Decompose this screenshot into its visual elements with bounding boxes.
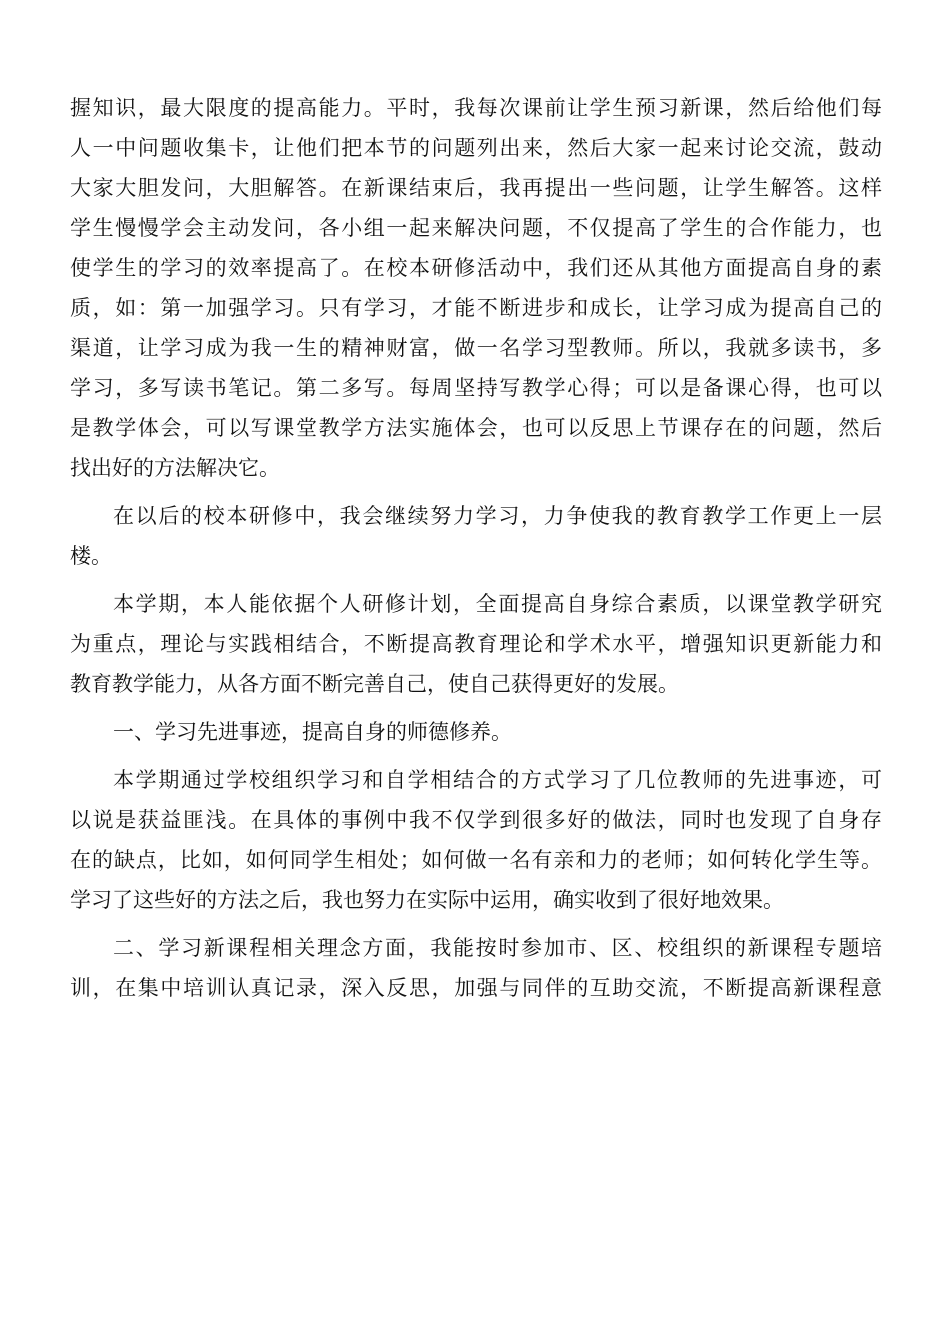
- text-line: 在的缺点，比如，如何同学生相处；如何做一名有亲和力的老师；如何转化学生等。: [70, 848, 882, 872]
- text-line: 学习了这些好的方法之后，我也努力在实际中运用，确实收到了很好地效果。: [70, 888, 784, 912]
- text-line: 训，在集中培训认真记录，深入反思，加强与同伴的互助交流，不断提高新课程意: [70, 976, 882, 1000]
- document-body: [70, 88, 882, 1008]
- paragraph: [70, 496, 882, 576]
- text-line: 本学期通过学校组织学习和自学相结合的方式学习了几位教师的先进事迹，可: [113, 768, 882, 792]
- paragraph: [70, 928, 882, 1008]
- text-line: 在以后的校本研修中，我会继续努力学习，力争使我的教育教学工作更上一层: [113, 504, 882, 528]
- paragraph: [70, 584, 882, 704]
- paragraph-gap: [70, 752, 882, 760]
- text-line: 二、学习新课程相关理念方面，我能按时参加市、区、校组织的新课程专题培: [113, 936, 882, 960]
- text-line: 楼。: [70, 544, 112, 568]
- text-line: 使学生的学习的效率提高了。在校本研修活动中，我们还从其他方面提高自身的素: [70, 256, 882, 280]
- text-line: 人一中问题收集卡，让他们把本节的问题列出来，然后大家一起来讨论交流，鼓动: [70, 136, 882, 160]
- text-line: 为重点，理论与实践相结合，不断提高教育理论和学术水平，增强知识更新能力和: [70, 632, 882, 656]
- text-line: 是教学体会，可以写课堂教学方法实施体会，也可以反思上节课存在的问题，然后: [70, 416, 882, 440]
- text-line: 教育教学能力，从各方面不断完善自己，使自己获得更好的发展。: [70, 672, 679, 696]
- paragraph-gap: [70, 920, 882, 928]
- text-line: 握知识，最大限度的提高能力。平时，我每次课前让学生预习新课，然后给他们每: [70, 96, 882, 120]
- text-line: 一、学习先进事迹，提高自身的师德修养。: [113, 720, 512, 744]
- paragraph: [70, 88, 882, 488]
- text-line: 以说是获益匪浅。在具体的事例中我不仅学到很多好的做法，同时也发现了自身存: [70, 808, 882, 832]
- paragraph-gap: [70, 704, 882, 712]
- text-line: 本学期，本人能依据个人研修计划，全面提高自身综合素质，以课堂教学研究: [113, 592, 882, 616]
- paragraph-gap: [70, 576, 882, 584]
- paragraph: [70, 712, 882, 752]
- text-line: 大家大胆发问，大胆解答。在新课结束后，我再提出一些问题，让学生解答。这样: [70, 176, 882, 200]
- paragraph: [70, 760, 882, 920]
- text-line: 学习，多写读书笔记。第二多写。每周坚持写教学心得；可以是备课心得，也可以: [70, 376, 882, 400]
- text-line: 渠道，让学习成为我一生的精神财富，做一名学习型教师。所以，我就多读书，多: [70, 336, 882, 360]
- text-line: 学生慢慢学会主动发问，各小组一起来解决问题，不仅提高了学生的合作能力，也: [70, 216, 882, 240]
- text-line: 质，如：第一加强学习。只有学习，才能不断进步和成长，让学习成为提高自己的: [70, 296, 882, 320]
- text-line: 找出好的方法解决它。: [70, 456, 280, 480]
- paragraph-gap: [70, 488, 882, 496]
